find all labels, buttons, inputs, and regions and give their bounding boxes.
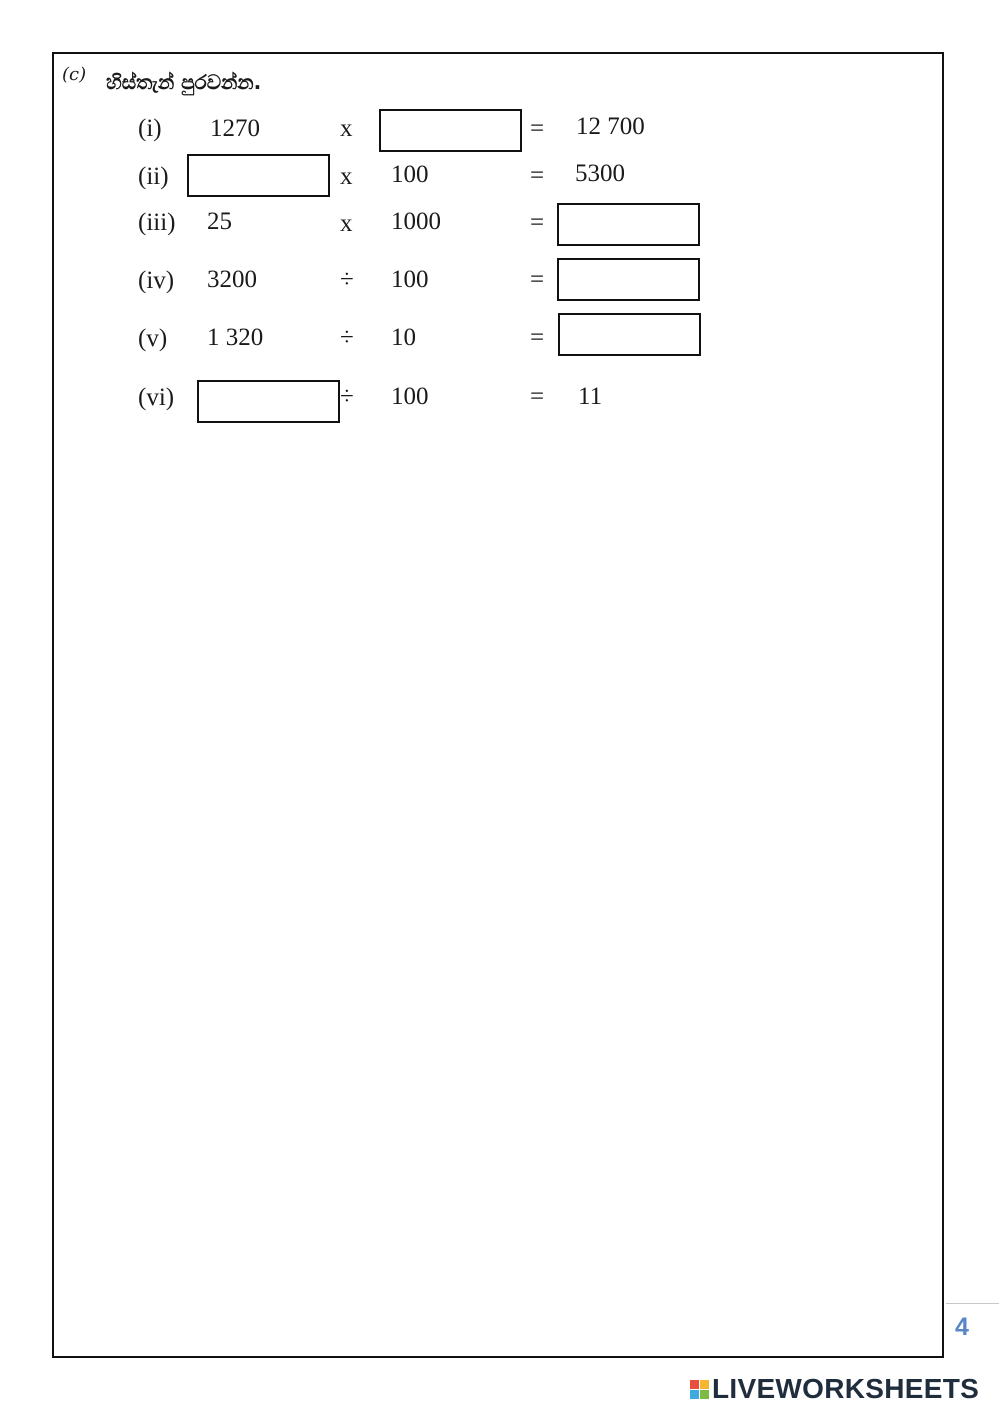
logo-square-1 — [690, 1380, 699, 1389]
operator: ÷ — [340, 324, 354, 351]
answer-box-vi[interactable] — [197, 380, 340, 423]
operand-b: 10 — [391, 324, 416, 351]
operator: ÷ — [340, 266, 354, 293]
equals-sign: = — [530, 383, 545, 410]
logo-square-3 — [690, 1390, 699, 1399]
operand-b: 100 — [391, 161, 429, 188]
row-number: (ii) — [138, 163, 169, 190]
operator: ÷ — [340, 383, 354, 410]
question-label: (c) — [62, 64, 87, 85]
liveworksheets-brand[interactable] — [690, 1373, 979, 1405]
operator: x — [340, 163, 353, 190]
answer-box-ii[interactable] — [187, 154, 330, 197]
result-value: 5300 — [575, 160, 625, 187]
operand-a: 3200 — [207, 266, 257, 293]
operator: x — [340, 115, 353, 142]
logo-square-4 — [700, 1390, 709, 1399]
answer-box-iv[interactable] — [557, 258, 700, 301]
answer-box-v[interactable] — [558, 313, 701, 356]
operand-a: 1270 — [210, 115, 260, 142]
liveworksheets-logo-icon — [690, 1380, 709, 1399]
operand-b: 100 — [391, 383, 429, 410]
answer-box-iii[interactable] — [557, 203, 700, 246]
page-number: 4 — [955, 1313, 969, 1341]
equals-sign: = — [530, 209, 545, 236]
row-number: (v) — [138, 325, 168, 352]
operand-a: 25 — [207, 208, 232, 235]
worksheet-frame — [52, 52, 944, 1358]
answer-box-i[interactable] — [379, 109, 522, 152]
equals-sign: = — [530, 324, 545, 351]
equals-sign: = — [530, 115, 545, 142]
logo-square-2 — [700, 1380, 709, 1389]
result-value: 11 — [578, 383, 603, 410]
brand-name: LIVEWORKSHEETS — [712, 1373, 980, 1404]
operand-b: 100 — [391, 266, 429, 293]
row-number: (iii) — [138, 209, 176, 236]
row-number: (iv) — [138, 267, 175, 294]
instruction-text: හිස්තැන් පුරවන්න. — [106, 70, 262, 94]
page-number-rule — [946, 1303, 999, 1304]
result-value: 12 700 — [576, 113, 645, 140]
row-number: (i) — [138, 115, 162, 142]
operator: x — [340, 210, 353, 237]
equals-sign: = — [530, 162, 545, 189]
operand-b: 1000 — [391, 208, 441, 235]
operand-a: 1 320 — [207, 324, 264, 351]
equals-sign: = — [530, 266, 545, 293]
row-number: (vi) — [138, 384, 175, 411]
